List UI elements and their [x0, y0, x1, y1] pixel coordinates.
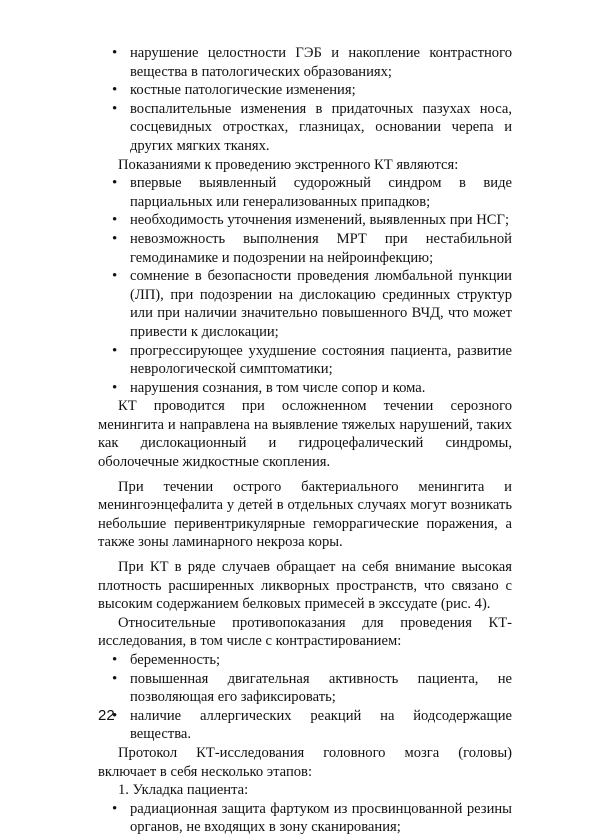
list-item: • прогрессирующее ухудшение состояния пациента, развитие неврологической симптоматики;	[108, 342, 512, 379]
page-content	[98, 44, 512, 837]
list-item: • сомнение в безопасности проведения люмбальной пункции (ЛП), при подозрении на дислокацию срединных структур или при наличии значительно повышенного ВЧД, что может привести к дислокации;	[108, 267, 512, 341]
page-number: 22	[98, 707, 115, 724]
list-item: • нарушения сознания, в том числе сопор и кома.	[108, 379, 512, 398]
list-item: • наличие аллергических реакций на йодсодержащие вещества.	[108, 707, 512, 744]
paragraph: КТ проводится при осложненном течении серозного менингита и направлена на выявление тяжелых нарушений, таких как дислокационный и гидроцефалический синдромы, оболочечные жидкостные скопления.	[98, 398, 512, 471]
list-item: • невозможность выполнения МРТ при нестабильной гемодинамике и подозрении на нейроинфекцию;	[108, 230, 512, 267]
pathology-list	[98, 44, 512, 156]
list-item: • нарушение целостности ГЭБ и накопление контрастного вещества в патологических образованиях;	[108, 44, 512, 81]
list-item: • повышенная двигательная активность пациента, не позволяющая его зафиксировать;	[108, 670, 512, 707]
indications-heading: Показаниями к проведению экстренного КТ являются:	[118, 156, 459, 173]
list-item: • радиационная защита фартуком из просвинцованной резины органов, не входящих в зону сканирования;	[108, 800, 512, 837]
paragraph: При КТ в ряде случаев обращает на себя внимание высокая плотность расширенных ликворных пространств, что связано с высоким содержанием белковых примесей в экссудате (рис. 4).	[98, 559, 512, 613]
positioning-list	[98, 800, 512, 837]
paragraph: При течении острого бактериального менингита и менингоэнцефалита у детей в отдельных случаях могут возникать небольшие перивентрикулярные геморрагические поражения, а также зоны ламинарного некроза коры.	[98, 478, 512, 551]
indications-list	[98, 174, 512, 397]
list-item: • впервые выявленный судорожный синдром в виде парциальных или генерализованных припадков;	[108, 174, 512, 211]
list-item: • беременность;	[108, 651, 512, 670]
protocol-heading: Протокол КТ-исследования головного мозга (головы) включает в себя несколько этапов:	[98, 744, 512, 780]
contraindications-heading: Относительные противопоказания для проведения КТ-исследования, в том числе с контрастированием:	[98, 614, 512, 650]
list-item: • необходимость уточнения изменений, выявленных при НСГ;	[108, 211, 512, 230]
contraindications-list	[98, 651, 512, 744]
step-heading: 1. Укладка пациента:	[118, 782, 249, 799]
list-item: • костные патологические изменения;	[108, 81, 512, 100]
list-item: • воспалительные изменения в придаточных пазухах носа, сосцевидных отростках, глазницах, основании черепа и других мягких тканях.	[108, 100, 512, 156]
